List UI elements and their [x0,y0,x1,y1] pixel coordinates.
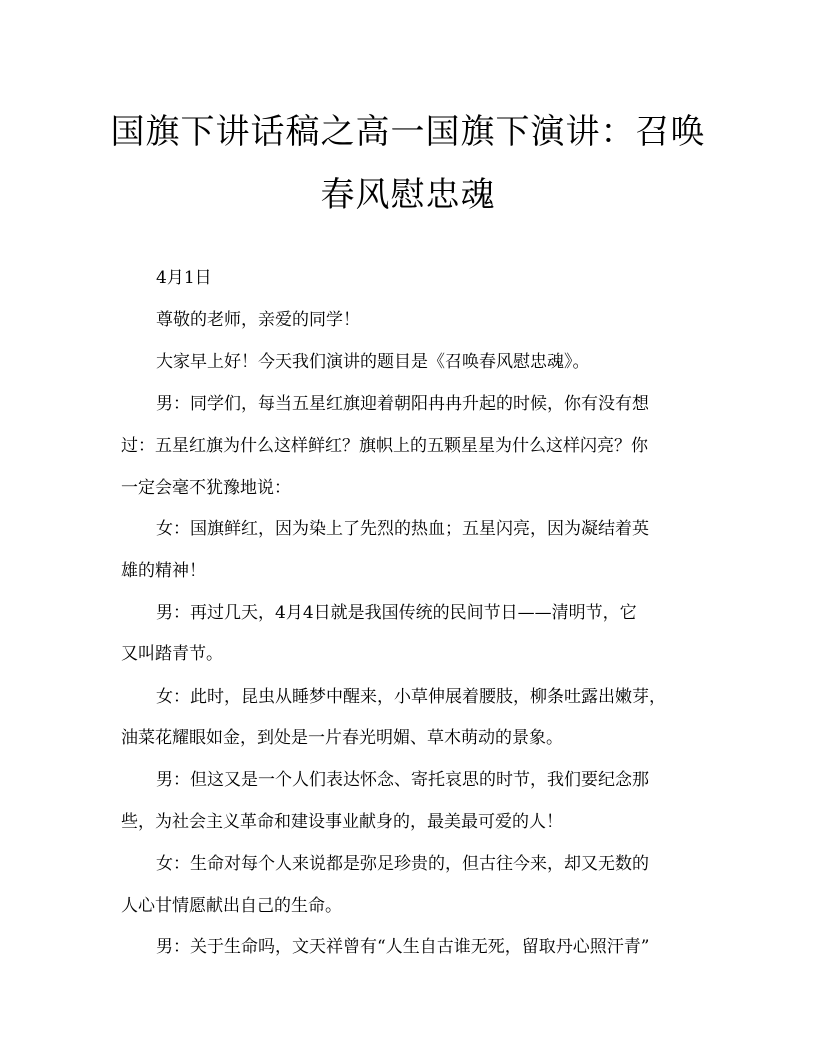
body-paragraph-line: 过：五星红旗为什么这样鲜红？旗帜上的五颗星星为什么这样闪亮？你 [121,436,648,456]
body-paragraph-line: 又叫踏青节。 [121,644,223,664]
body-paragraph-line: 些，为社会主义革命和建设事业献身的，最美最可爱的人！ [121,812,563,832]
body-paragraph-line: 一定会毫不犹豫地说： [121,478,291,498]
document-title-line-1: 国旗下讲话稿之高一国旗下演讲：召唤 [110,112,706,152]
body-paragraph-line: 油菜花耀眼如金，到处是一片春光明媚、草木萌动的景象。 [121,728,563,748]
body-paragraph-line: 男：同学们，每当五星红旗迎着朝阳冉冉升起的时候，你有没有想 [156,394,649,414]
body-paragraph-line: 男：但这又是一个人们表达怀念、寄托哀思的时节，我们要纪念那 [156,770,649,790]
body-paragraph-line: 人心甘情愿献出自己的生命。 [121,896,342,916]
body-paragraph-line: 女：国旗鲜红，因为染上了先烈的热血；五星闪亮，因为凝结着英 [156,519,649,539]
salutation: 尊敬的老师，亲爱的同学！ [156,310,360,330]
body-paragraph-line: 男：关于生命吗，文天祥曾有“人生自古谁无死，留取丹心照汗青” [156,937,650,957]
date-line: 4月1日 [156,268,212,288]
document-title-line-2: 春风慰忠魂 [320,175,496,215]
body-paragraph-line: 大家早上好！今天我们演讲的题目是《召唤春风慰忠魂》。 [156,352,590,372]
body-paragraph-line: 雄的精神！ [121,561,206,581]
body-paragraph-line: 男：再过几天，4月4日就是我国传统的民间节日——清明节，它 [156,603,637,623]
body-paragraph-line: 女：生命对每个人来说都是弥足珍贵的，但古往今来，却又无数的 [156,854,649,874]
body-paragraph-line: 女：此时，昆虫从睡梦中醒来，小草伸展着腰肢，柳条吐露出嫩芽， [156,687,666,707]
